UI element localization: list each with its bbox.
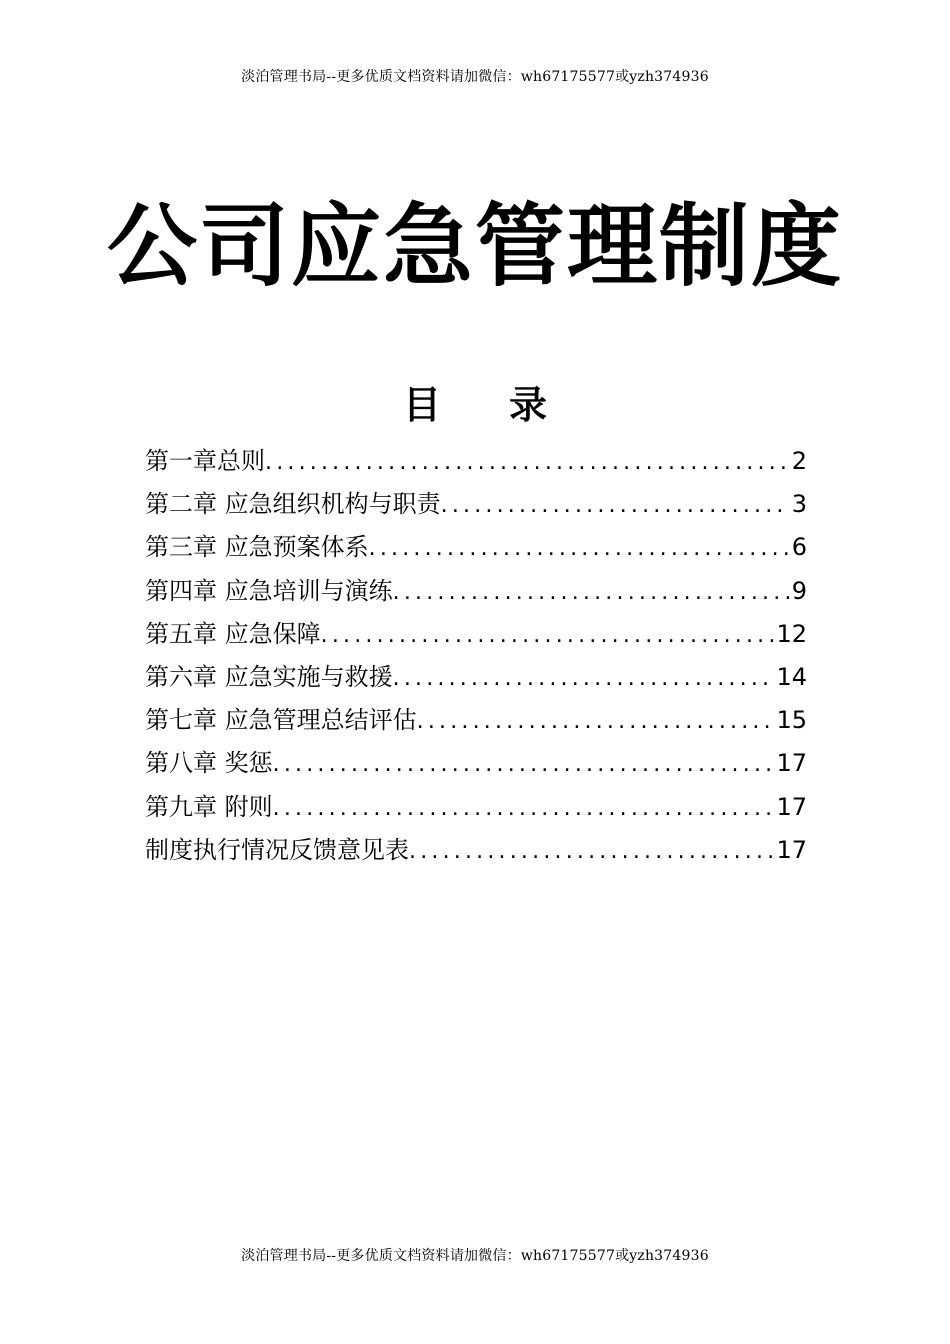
toc-entry-label: 制度执行情况反馈意见表 (145, 835, 409, 864)
toc-entry-chapter-5[interactable] (145, 613, 807, 656)
toc-entry-page: 9 (791, 576, 807, 605)
toc-list (145, 440, 807, 872)
toc-entry-label: 第七章 应急管理总结评估 (145, 706, 417, 735)
toc-leader-dots (409, 830, 774, 872)
toc-entry-chapter-2[interactable] (145, 483, 807, 526)
toc-leader-dots (321, 614, 775, 656)
toc-entry-label: 第三章 应急预案体系 (145, 533, 369, 562)
toc-entry-label: 第一章总则 (145, 447, 265, 475)
toc-leader-dots (273, 743, 775, 785)
toc-entry-chapter-4[interactable] (145, 570, 807, 613)
toc-entry-label: 第六章 应急实施与救援 (145, 662, 393, 691)
toc-entry-page: 17 (776, 749, 807, 778)
toc-entry-label: 第四章 应急培训与演练 (145, 576, 393, 605)
toc-heading-left: 目 (402, 383, 441, 427)
toc-entry-chapter-8[interactable] (145, 742, 807, 785)
header-note: 淡泊管理书局--更多优质文档资料请加微信：wh67175577或yzh374936 (241, 69, 709, 85)
toc-leader-dots (417, 700, 775, 742)
toc-heading-right: 录 (509, 383, 548, 427)
toc-leader-dots (273, 787, 775, 829)
toc-entry-page: 12 (776, 619, 807, 648)
toc-entry-label: 第九章 附则 (145, 792, 273, 821)
toc-entry-label: 第五章 应急保障 (145, 619, 321, 648)
toc-entry-chapter-9[interactable] (145, 786, 807, 829)
toc-heading (0, 380, 950, 430)
toc-leader-dots (393, 657, 775, 699)
toc-leader-dots (441, 484, 790, 526)
toc-entry-chapter-3[interactable] (145, 526, 807, 569)
toc-entry-label: 第八章 奖惩 (145, 749, 273, 778)
toc-entry-page: 6 (791, 533, 807, 562)
toc-leader-dots (393, 571, 790, 613)
toc-entry-page: 17 (776, 792, 807, 821)
toc-entry-page: 14 (776, 662, 807, 691)
toc-entry-page: 15 (776, 706, 807, 735)
toc-entry-page: 17 (776, 835, 807, 864)
toc-leader-dots (265, 441, 790, 483)
document-title: 公司应急管理制度 (107, 194, 843, 299)
toc-entry-feedback-form[interactable] (145, 829, 807, 872)
toc-leader-dots (369, 527, 790, 569)
toc-entry-page: 2 (791, 447, 807, 475)
toc-entry-chapter-1[interactable] (145, 440, 807, 483)
toc-entry-chapter-6[interactable] (145, 656, 807, 699)
footer-note: 淡泊管理书局--更多优质文档资料请加微信：wh67175577或yzh374936 (241, 1248, 709, 1264)
toc-entry-chapter-7[interactable] (145, 699, 807, 742)
toc-entry-page: 3 (791, 490, 807, 519)
toc-entry-label: 第二章 应急组织机构与职责 (145, 490, 441, 519)
